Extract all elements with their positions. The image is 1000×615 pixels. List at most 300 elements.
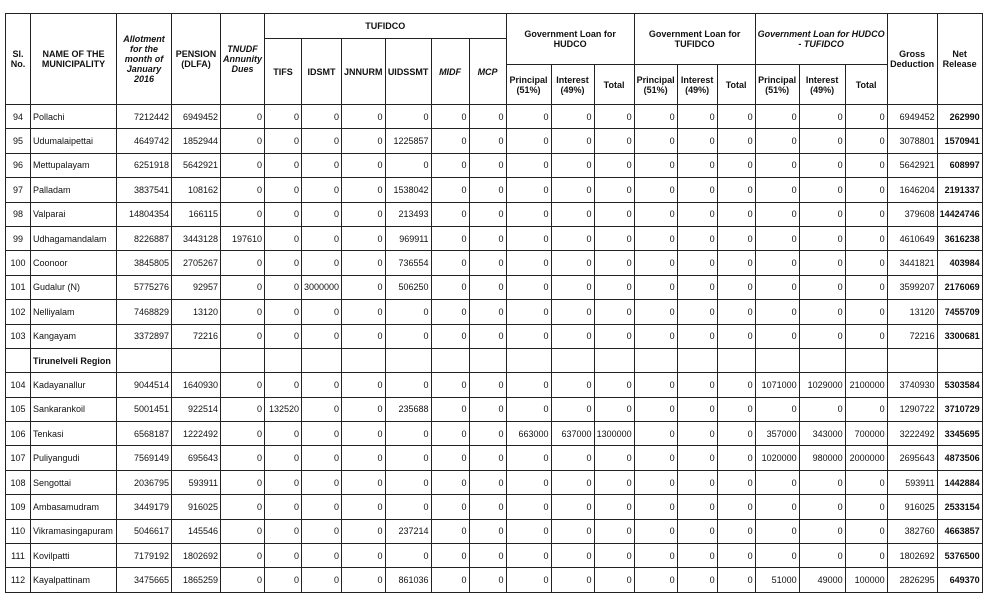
value-cell: 0 — [431, 300, 469, 324]
net-release-cell: 4873506 — [937, 446, 982, 470]
serial-number-cell — [6, 348, 31, 372]
value-cell: 0 — [594, 178, 634, 202]
value-cell: 0 — [265, 178, 302, 202]
net-release-cell: 262990 — [937, 105, 982, 129]
header-midf: MIDF — [431, 39, 469, 105]
value-cell: 0 — [634, 519, 677, 543]
table-row — [6, 544, 983, 568]
value-cell: 0 — [677, 446, 717, 470]
value-cell: 0 — [431, 544, 469, 568]
value-cell: 0 — [677, 568, 717, 592]
value-cell: 3372897 — [117, 324, 172, 348]
value-cell: 0 — [342, 202, 386, 226]
header-gl-hudco-tufidco: Government Loan for HUDCO - TUFIDCO — [755, 14, 887, 65]
value-cell: 922514 — [172, 397, 221, 421]
table-row — [6, 324, 983, 348]
value-cell: 0 — [551, 568, 594, 592]
value-cell: 0 — [506, 178, 551, 202]
value-cell: 0 — [431, 202, 469, 226]
value-cell: 0 — [551, 251, 594, 275]
value-cell: 0 — [755, 251, 799, 275]
value-cell: 0 — [551, 226, 594, 250]
value-cell: 0 — [221, 300, 265, 324]
value-cell: 0 — [551, 495, 594, 519]
table-row — [6, 129, 983, 153]
value-cell: 2705267 — [172, 251, 221, 275]
value-cell: 0 — [551, 178, 594, 202]
header-jnnurm: JNNURM — [342, 39, 386, 105]
value-cell — [551, 348, 594, 372]
value-cell: 0 — [799, 105, 845, 129]
header-ht-total: Total — [845, 65, 887, 105]
value-cell: 0 — [594, 251, 634, 275]
net-release-cell: 3710729 — [937, 397, 982, 421]
value-cell: 2695643 — [887, 446, 937, 470]
value-cell: 0 — [551, 324, 594, 348]
value-cell: 0 — [342, 105, 386, 129]
value-cell: 1300000 — [594, 422, 634, 446]
value-cell: 0 — [845, 226, 887, 250]
value-cell: 0 — [506, 373, 551, 397]
table-row — [6, 568, 983, 592]
value-cell: 0 — [717, 105, 755, 129]
value-cell: 0 — [302, 178, 342, 202]
value-cell: 0 — [265, 470, 302, 494]
value-cell: 0 — [551, 105, 594, 129]
value-cell: 1852944 — [172, 129, 221, 153]
value-cell: 0 — [506, 202, 551, 226]
value-cell: 0 — [594, 324, 634, 348]
value-cell: 0 — [302, 129, 342, 153]
value-cell: 5775276 — [117, 275, 172, 299]
net-release-cell: 1442884 — [937, 470, 982, 494]
value-cell: 0 — [845, 544, 887, 568]
value-cell: 0 — [634, 495, 677, 519]
value-cell: 2826295 — [887, 568, 937, 592]
value-cell: 0 — [469, 422, 506, 446]
value-cell: 0 — [221, 129, 265, 153]
value-cell: 0 — [799, 519, 845, 543]
value-cell: 0 — [265, 446, 302, 470]
value-cell: 0 — [469, 275, 506, 299]
value-cell: 0 — [551, 519, 594, 543]
value-cell: 0 — [506, 129, 551, 153]
value-cell: 0 — [221, 202, 265, 226]
value-cell: 6251918 — [117, 153, 172, 177]
value-cell: 0 — [677, 178, 717, 202]
region-heading-row — [6, 348, 983, 372]
value-cell: 0 — [221, 470, 265, 494]
serial-number-cell: 108 — [6, 470, 31, 494]
value-cell: 0 — [634, 324, 677, 348]
value-cell: 0 — [385, 105, 431, 129]
value-cell: 6568187 — [117, 422, 172, 446]
value-cell: 0 — [342, 153, 386, 177]
value-cell: 0 — [506, 153, 551, 177]
value-cell: 0 — [845, 324, 887, 348]
header-idsmt: IDSMT — [302, 39, 342, 105]
header-gl-tufidco: Government Loan for TUFIDCO — [634, 14, 755, 65]
value-cell: 0 — [717, 446, 755, 470]
value-cell: 0 — [221, 178, 265, 202]
value-cell: 0 — [755, 300, 799, 324]
value-cell: 72216 — [172, 324, 221, 348]
value-cell: 0 — [342, 300, 386, 324]
value-cell: 0 — [594, 105, 634, 129]
value-cell: 3475665 — [117, 568, 172, 592]
municipality-name-cell: Coonoor — [31, 251, 117, 275]
value-cell: 0 — [677, 470, 717, 494]
value-cell: 0 — [265, 495, 302, 519]
value-cell: 0 — [506, 251, 551, 275]
value-cell: 0 — [302, 470, 342, 494]
value-cell: 1538042 — [385, 178, 431, 202]
value-cell: 0 — [469, 373, 506, 397]
value-cell: 916025 — [887, 495, 937, 519]
value-cell: 0 — [594, 446, 634, 470]
value-cell: 0 — [634, 202, 677, 226]
value-cell: 0 — [594, 226, 634, 250]
value-cell: 0 — [221, 544, 265, 568]
value-cell: 0 — [302, 324, 342, 348]
municipality-name-cell: Udhagamandalam — [31, 226, 117, 250]
value-cell: 3078801 — [887, 129, 937, 153]
value-cell: 1222492 — [172, 422, 221, 446]
value-cell: 0 — [469, 495, 506, 519]
value-cell: 0 — [385, 300, 431, 324]
value-cell: 0 — [594, 129, 634, 153]
value-cell: 0 — [506, 495, 551, 519]
value-cell: 3441821 — [887, 251, 937, 275]
value-cell: 0 — [342, 178, 386, 202]
value-cell: 0 — [469, 300, 506, 324]
value-cell: 0 — [221, 397, 265, 421]
value-cell: 0 — [634, 105, 677, 129]
value-cell: 736554 — [385, 251, 431, 275]
value-cell: 637000 — [551, 422, 594, 446]
value-cell: 0 — [634, 446, 677, 470]
value-cell: 0 — [755, 519, 799, 543]
serial-number-cell: 95 — [6, 129, 31, 153]
value-cell — [265, 348, 302, 372]
value-cell: 0 — [799, 397, 845, 421]
net-release-cell: 5376500 — [937, 544, 982, 568]
value-cell: 0 — [221, 446, 265, 470]
serial-number-cell: 101 — [6, 275, 31, 299]
value-cell: 0 — [755, 470, 799, 494]
value-cell: 2000000 — [845, 446, 887, 470]
value-cell: 0 — [221, 495, 265, 519]
value-cell: 0 — [469, 397, 506, 421]
value-cell: 237214 — [385, 519, 431, 543]
value-cell: 0 — [717, 324, 755, 348]
value-cell: 0 — [717, 202, 755, 226]
value-cell: 4610649 — [887, 226, 937, 250]
value-cell: 0 — [634, 397, 677, 421]
value-cell: 0 — [755, 495, 799, 519]
header-tnudf: TNUDF Annunity Dues — [221, 14, 265, 105]
net-release-cell: 14424746 — [937, 202, 982, 226]
value-cell: 506250 — [385, 275, 431, 299]
value-cell: 0 — [799, 251, 845, 275]
value-cell: 0 — [506, 470, 551, 494]
value-cell: 14804354 — [117, 202, 172, 226]
value-cell: 0 — [717, 568, 755, 592]
value-cell: 5642921 — [172, 153, 221, 177]
value-cell: 980000 — [799, 446, 845, 470]
value-cell: 132520 — [265, 397, 302, 421]
value-cell — [221, 348, 265, 372]
value-cell: 3837541 — [117, 178, 172, 202]
serial-number-cell: 102 — [6, 300, 31, 324]
header-allotment: Allotment for the month of January 2016 — [117, 14, 172, 105]
value-cell: 13120 — [172, 300, 221, 324]
net-release-cell: 649370 — [937, 568, 982, 592]
value-cell: 0 — [385, 470, 431, 494]
value-cell: 0 — [506, 544, 551, 568]
value-cell: 0 — [799, 153, 845, 177]
value-cell: 92957 — [172, 275, 221, 299]
value-cell: 0 — [634, 275, 677, 299]
value-cell: 0 — [799, 470, 845, 494]
value-cell: 0 — [265, 544, 302, 568]
table-body — [6, 105, 983, 593]
value-cell: 0 — [221, 568, 265, 592]
value-cell: 0 — [845, 275, 887, 299]
value-cell: 51000 — [755, 568, 799, 592]
value-cell: 0 — [634, 422, 677, 446]
value-cell: 0 — [302, 105, 342, 129]
net-release-cell: 2191337 — [937, 178, 982, 202]
value-cell: 0 — [221, 373, 265, 397]
header-gross-deduction: Gross Deduction — [887, 14, 937, 105]
header-tufidco-principal: Principal (51%) — [634, 65, 677, 105]
value-cell: 0 — [342, 422, 386, 446]
value-cell: 0 — [755, 275, 799, 299]
value-cell: 5001451 — [117, 397, 172, 421]
value-cell: 0 — [799, 544, 845, 568]
value-cell: 0 — [506, 519, 551, 543]
value-cell: 0 — [265, 153, 302, 177]
value-cell: 1865259 — [172, 568, 221, 592]
value-cell: 0 — [431, 105, 469, 129]
value-cell: 0 — [717, 178, 755, 202]
municipality-name-cell: Valparai — [31, 202, 117, 226]
value-cell: 0 — [385, 422, 431, 446]
value-cell: 0 — [506, 324, 551, 348]
value-cell: 0 — [677, 275, 717, 299]
value-cell: 0 — [717, 129, 755, 153]
value-cell: 343000 — [799, 422, 845, 446]
value-cell: 0 — [594, 153, 634, 177]
serial-number-cell: 104 — [6, 373, 31, 397]
value-cell: 0 — [469, 129, 506, 153]
municipality-name-cell: Sankarankoil — [31, 397, 117, 421]
value-cell: 0 — [302, 519, 342, 543]
value-cell: 0 — [755, 202, 799, 226]
value-cell: 0 — [221, 275, 265, 299]
value-cell: 0 — [506, 397, 551, 421]
value-cell: 0 — [677, 153, 717, 177]
value-cell: 0 — [221, 153, 265, 177]
value-cell: 0 — [265, 129, 302, 153]
value-cell: 0 — [469, 202, 506, 226]
value-cell: 0 — [799, 300, 845, 324]
value-cell: 0 — [594, 495, 634, 519]
value-cell: 0 — [717, 226, 755, 250]
value-cell: 357000 — [755, 422, 799, 446]
value-cell: 0 — [677, 129, 717, 153]
value-cell: 0 — [265, 422, 302, 446]
value-cell: 3443128 — [172, 226, 221, 250]
value-cell: 0 — [845, 178, 887, 202]
value-cell: 0 — [265, 373, 302, 397]
table-row — [6, 275, 983, 299]
value-cell: 0 — [385, 153, 431, 177]
value-cell: 0 — [431, 495, 469, 519]
municipality-name-cell: Ambasamudram — [31, 495, 117, 519]
municipality-name-cell: Mettupalayam — [31, 153, 117, 177]
value-cell: 0 — [221, 251, 265, 275]
value-cell: 0 — [594, 275, 634, 299]
municipality-name-cell: Kadayanallur — [31, 373, 117, 397]
value-cell: 108162 — [172, 178, 221, 202]
value-cell: 0 — [265, 568, 302, 592]
value-cell: 0 — [551, 202, 594, 226]
value-cell: 0 — [506, 300, 551, 324]
value-cell: 0 — [431, 275, 469, 299]
value-cell: 0 — [594, 300, 634, 324]
value-cell: 1290722 — [887, 397, 937, 421]
value-cell: 166115 — [172, 202, 221, 226]
municipality-name-cell: Udumalaipettai — [31, 129, 117, 153]
value-cell: 13120 — [887, 300, 937, 324]
header-hudco-interest: Interest (49%) — [551, 65, 594, 105]
header-hudco-total: Total — [594, 65, 634, 105]
value-cell: 0 — [717, 251, 755, 275]
value-cell: 0 — [431, 324, 469, 348]
header-tufidco-total: Total — [717, 65, 755, 105]
value-cell: 0 — [799, 275, 845, 299]
value-cell: 0 — [634, 178, 677, 202]
value-cell: 0 — [717, 519, 755, 543]
value-cell: 0 — [469, 544, 506, 568]
municipality-name-cell: Tenkasi — [31, 422, 117, 446]
value-cell: 0 — [799, 226, 845, 250]
value-cell: 5046617 — [117, 519, 172, 543]
value-cell: 0 — [506, 226, 551, 250]
value-cell: 0 — [755, 397, 799, 421]
value-cell: 1029000 — [799, 373, 845, 397]
value-cell: 0 — [845, 251, 887, 275]
value-cell: 0 — [717, 397, 755, 421]
value-cell: 0 — [302, 544, 342, 568]
value-cell: 1225857 — [385, 129, 431, 153]
header-ht-principal: Principal (51%) — [755, 65, 799, 105]
value-cell: 0 — [265, 251, 302, 275]
value-cell: 0 — [845, 397, 887, 421]
table-row — [6, 495, 983, 519]
value-cell: 382760 — [887, 519, 937, 543]
value-cell: 0 — [551, 446, 594, 470]
value-cell — [677, 348, 717, 372]
value-cell: 0 — [431, 568, 469, 592]
value-cell: 2036795 — [117, 470, 172, 494]
value-cell: 0 — [302, 446, 342, 470]
value-cell: 0 — [755, 129, 799, 153]
value-cell: 0 — [717, 470, 755, 494]
value-cell: 0 — [342, 373, 386, 397]
value-cell: 0 — [755, 153, 799, 177]
serial-number-cell: 100 — [6, 251, 31, 275]
value-cell: 7212442 — [117, 105, 172, 129]
value-cell — [799, 348, 845, 372]
value-cell: 0 — [342, 397, 386, 421]
value-cell: 0 — [265, 300, 302, 324]
value-cell: 0 — [717, 544, 755, 568]
serial-number-cell: 110 — [6, 519, 31, 543]
net-release-cell: 3345695 — [937, 422, 982, 446]
value-cell: 0 — [342, 129, 386, 153]
value-cell: 861036 — [385, 568, 431, 592]
value-cell: 0 — [551, 470, 594, 494]
value-cell — [845, 348, 887, 372]
value-cell: 0 — [594, 519, 634, 543]
value-cell: 0 — [302, 251, 342, 275]
value-cell — [385, 348, 431, 372]
net-release-cell: 2176069 — [937, 275, 982, 299]
serial-number-cell: 97 — [6, 178, 31, 202]
value-cell: 0 — [469, 470, 506, 494]
value-cell: 0 — [551, 544, 594, 568]
value-cell: 0 — [265, 202, 302, 226]
net-release-cell: 3616238 — [937, 226, 982, 250]
serial-number-cell: 109 — [6, 495, 31, 519]
value-cell: 9044514 — [117, 373, 172, 397]
table-row — [6, 226, 983, 250]
value-cell: 100000 — [845, 568, 887, 592]
municipality-name-cell: Vikramasingapuram — [31, 519, 117, 543]
value-cell: 0 — [717, 495, 755, 519]
value-cell: 0 — [717, 373, 755, 397]
value-cell: 0 — [717, 275, 755, 299]
value-cell: 0 — [677, 202, 717, 226]
value-cell: 0 — [677, 226, 717, 250]
value-cell: 235688 — [385, 397, 431, 421]
value-cell: 0 — [634, 300, 677, 324]
value-cell: 0 — [594, 544, 634, 568]
value-cell — [887, 348, 937, 372]
serial-number-cell: 103 — [6, 324, 31, 348]
value-cell: 0 — [799, 129, 845, 153]
value-cell: 0 — [677, 324, 717, 348]
net-release-cell: 4663857 — [937, 519, 982, 543]
value-cell: 1640930 — [172, 373, 221, 397]
value-cell: 4649742 — [117, 129, 172, 153]
header-pension: PENSION (DLFA) — [172, 14, 221, 105]
value-cell: 0 — [594, 202, 634, 226]
serial-number-cell: 94 — [6, 105, 31, 129]
value-cell: 3222492 — [887, 422, 937, 446]
value-cell: 0 — [302, 568, 342, 592]
municipality-name-cell: Puliyangudi — [31, 446, 117, 470]
value-cell: 1802692 — [887, 544, 937, 568]
value-cell: 0 — [385, 446, 431, 470]
value-cell: 0 — [594, 568, 634, 592]
value-cell: 0 — [506, 568, 551, 592]
value-cell: 0 — [755, 178, 799, 202]
value-cell: 0 — [755, 324, 799, 348]
